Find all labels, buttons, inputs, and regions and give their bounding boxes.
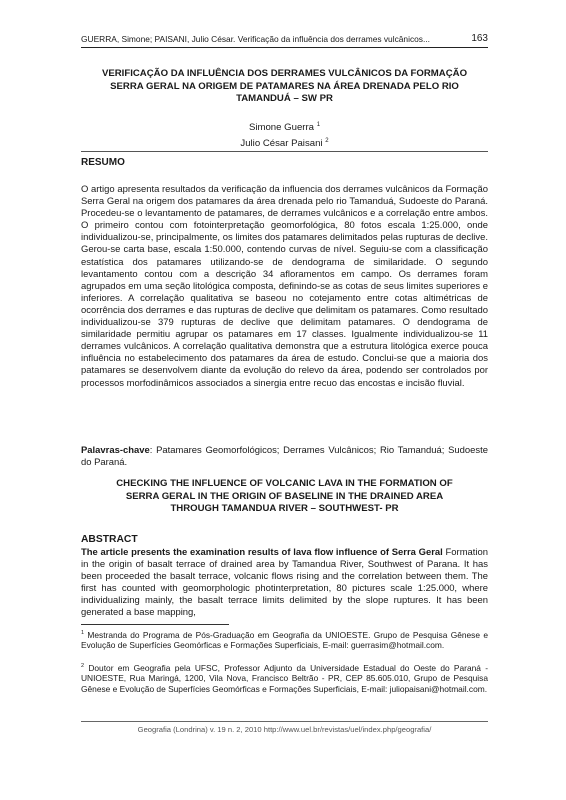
title-line: VERIFICAÇÃO DA INFLUÊNCIA DOS DERRAMES VULCÂNICOS DA FORMAÇÃO [101,68,468,79]
keywords [81,445,488,469]
abstract-lead: The article presents the examination results of lava flow influence of Serra Geral [81,547,443,558]
footnote-text: Doutor em Geografia pela UFSC, Professor Adjunto da Universidade Estadual do Oeste do Paraná - UNIOESTE, Rua Maringá, 1200, Vila Nova, Francisco Beltrão - PR, CEP 85.605.010, Grupo de Pesquisa Gênese e Evolução de Superfícies Geomórficas e Formações Superficiais, E-mail: juliopaisani@hotmail.com. [81,662,488,694]
header-divider [81,151,488,152]
author [81,135,488,151]
english-title-line: CHECKING THE INFLUENCE OF VOLCANIC LAVA IN THE FORMATION OF [116,478,453,489]
footnote-text: Mestranda do Programa de Pós-Graduação em Geografia da UNIOESTE. Grupo de Pesquisa Gênese e Evolução de Superfícies Geomórficas e Formações Superficiais, E-mail: guerrasim@hotmail.com. [81,629,488,651]
english-title [81,478,488,516]
resumo-text: O artigo apresenta resultados da verificação da influencia dos derrames vulcânicos da Formação Serra Geral na origem dos patamares da área drenada pelo rio Tamanduá, Sudoeste do Paraná. Procedeu-se o levantamento de patamares, de derrames vulcânicos e a correlação entre ambos. O primeiro contou com fotointerpretação geomorfológica, 80 fotos escala 1:25.000, onde individualizou-se, principalmente, os limites dos patamares delimitados pelas rupturas de declive. Gerou-se carta base, escala 1:50.000, contendo curvas de nível. Seguiu-se com a classificação estatística dos patamares utilizando-se de dendograma de similaridade. O segundo levantamento contou com a descrição 34 afloramentos em campo. Os derrames foram agrupados em uma seção litológica composta, definindo-se as cotas de seus limites superiores e inferiores. A correlação qualitativa se baseou no cotejamento entre cotas altimétricas de ocorrência dos derrames e das rupturas de declive que delimitam os patamares. Como resultado individualizou-se 379 rupturas de declive que delimitam patamares. O dendograma de similaridade permitiu agrupar os patamares em 17 classes. Igualmente individualizou-se 11 derrames vulcânicos. A correlação qualitativa demonstra que a estrutura litológica exerce pouca influência no estabelecimento dos patamares da área de estudo. Conclui-se que a maioria dos patamares se desenvolvem diante da evolução do relevo da área, podendo ser controlados por processos morfodinâmicos associados a sinergia entre recuo das encostas e incisão fluvial. [81,184,488,389]
running-head-text: GUERRA, Simone; PAISANI, Julio César. Verificação da influência dos derrames vulcânicos... [81,34,430,44]
author [81,119,488,135]
page-number: 163 [471,33,488,44]
resumo-heading: RESUMO [81,157,125,168]
footnote-mark: 2 [81,663,85,669]
title-line: SERRA GERAL NA ORIGEM DE PATAMARES NA ÁREA DRENADA PELO RIO [110,80,459,92]
running-head [81,33,488,48]
footnote [81,661,488,694]
english-title-line: THROUGH TAMANDUA RIVER – SOUTHWEST- PR [170,503,399,514]
author-footnote-mark: 1 [316,122,321,128]
author-name: Julio César Paisani [240,137,323,149]
abstract-body: Formation in the origin of basalt terrace of drained area by Tamandua River, Southwest of Parana. It has been proceeded the basalt terrace, volcanic flows rising and the correlation between them. The first has counted with geomorphologic photinterpretation, 80 pictures scale 1:25.000, where individualizing mainly, the basalt terrace limits delimited by the slope ruptures. It has been generated a base mapping, [81,547,489,619]
footnote-divider [81,624,229,625]
keywords-label: Palavras-chave [81,445,150,456]
article-title [81,68,488,106]
footnote [81,628,488,651]
footnote-mark: 1 [81,630,85,636]
english-title-line: SERRA GERAL IN THE ORIGIN OF BASELINE IN THE DRAINED AREA [125,490,444,502]
author-list [81,119,488,150]
keywords-text: : Patamares Geomorfológicos; Derrames Vulcânicos; Rio Tamanduá; Sudoeste do Paraná. [81,445,488,469]
abstract-text [81,547,488,620]
author-name: Simone Guerra [248,122,315,134]
abstract-heading: ABSTRACT [81,534,138,545]
page-footer: Geografia (Londrina) v. 19 n. 2, 2010 http://www.uel.br/revistas/uel/index.php/geografia/ [81,721,488,734]
title-line: TAMANDUÁ – SW PR [236,93,333,104]
author-footnote-mark: 2 [325,137,329,144]
